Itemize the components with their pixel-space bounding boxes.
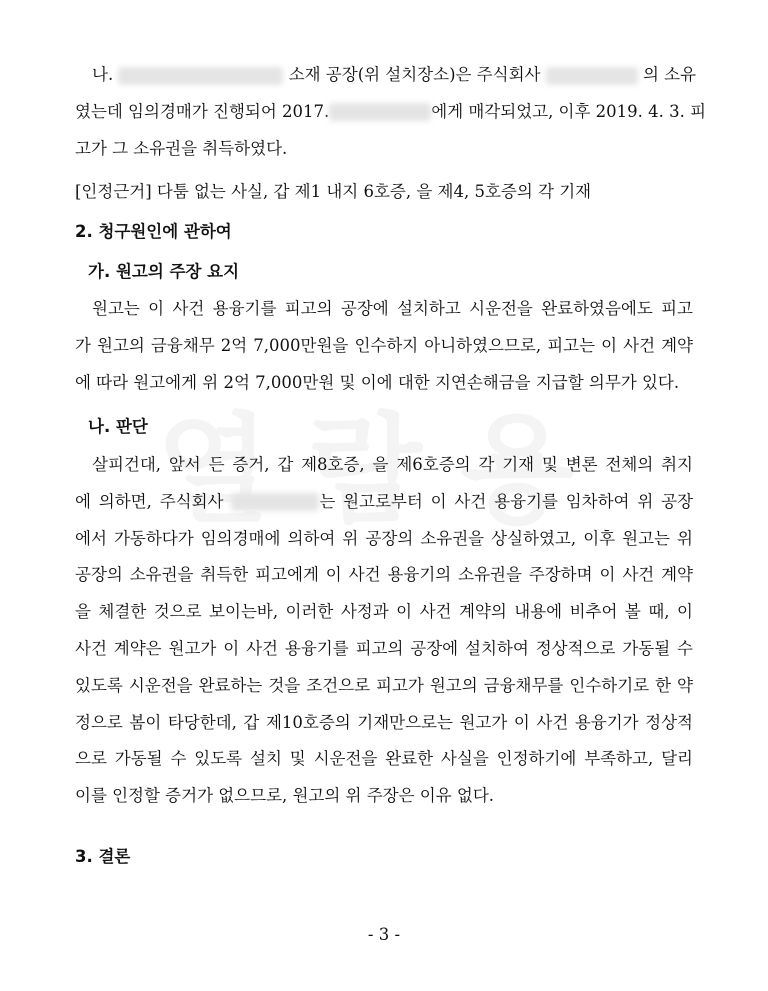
ownership-line-1: 나. 소재 공장(위 설치장소)은 주식회사 의 소유 [92, 65, 697, 84]
judgment-line: 살피건대, 앞서 든 증거, 갑 제8호증, 을 제6호증의 각 기재 및 변론 전체의 취지 [92, 455, 693, 474]
redacted-company [231, 493, 319, 511]
judgment-line: 이를 인정할 증거가 없으므로, 원고의 위 주장은 이유 없다. [75, 786, 495, 806]
subsection-ga-heading: 가. 원고의 주장 요지 [88, 262, 240, 281]
judgment-line: 있도록 시운전을 완료하는 것을 조건으로 피고가 원고의 금융채무를 인수하기로 한 약 [75, 675, 693, 695]
judgment-paragraph [75, 447, 693, 815]
redacted-buyer [329, 103, 431, 121]
evidence-basis: [인정근거] 다툼 없는 사실, 갑 제1 내지 6호증, 을 제4, 5호증의 각 기재 [75, 182, 592, 201]
ownership-line-3: 고가 그 소유권을 취득하였다. [75, 138, 288, 158]
judgment-line: 공장의 소유권을 취득한 피고에게 이 사건 용융기의 소유권을 주장하며 이 사건 계약 [75, 565, 693, 585]
judgment-line: 에 의하면, 주식회사 는 원고로부터 이 사건 용융기를 임차하여 위 공장 [75, 491, 694, 511]
judgment-line: 사건 계약은 원고가 이 사건 용융기를 피고의 공장에 설치하여 정상적으로 가동될 수 [75, 638, 693, 658]
judgment-line: 에서 가동하다가 임의경매에 의하여 위 공장의 소유권을 상실하였고, 이후 원고는 위 [75, 528, 693, 548]
claim-line: 가 원고의 금융채무 2억 7,000만원을 인수하지 아니하였으므로, 피고는 이 사건 계약 [75, 335, 693, 355]
judgment-line: 으로 가동될 수 있도록 설치 및 시운전을 완료한 사실을 인정하기에 부족하고, 달리 [75, 749, 693, 769]
redacted-address [118, 67, 283, 85]
claim-line: 에 따라 원고에게 위 2억 7,000만원 및 이에 대한 지연손해금을 지급할 의무가 있다. [75, 372, 680, 392]
section-3-heading: 3. 결론 [75, 847, 131, 866]
claim-paragraph [75, 291, 693, 401]
judgment-line: 정으로 봄이 타당한데, 갑 제10호증의 기재만으로는 원고가 이 사건 용융기가 정상적 [75, 712, 693, 732]
ownership-line-2: 였는데 임의경매가 진행되어 2017. 에게 매각되었고, 이후 2019. 4. 3. 피 [75, 101, 707, 121]
claim-line: 원고는 이 사건 용융기를 피고의 공장에 설치하고 시운전을 완료하였음에도 피고 [92, 299, 693, 318]
section-2-heading: 2. 청구원인에 관하여 [75, 222, 232, 241]
judgment-line: 을 체결한 것으로 보이는바, 이러한 사정과 이 사건 계약의 내용에 비추어 볼 때, 이 [75, 602, 693, 622]
redacted-company [546, 67, 638, 85]
page-number: - 3 - [367, 925, 401, 944]
subsection-na-heading: 나. 판단 [88, 417, 148, 436]
ownership-paragraph [75, 57, 707, 167]
